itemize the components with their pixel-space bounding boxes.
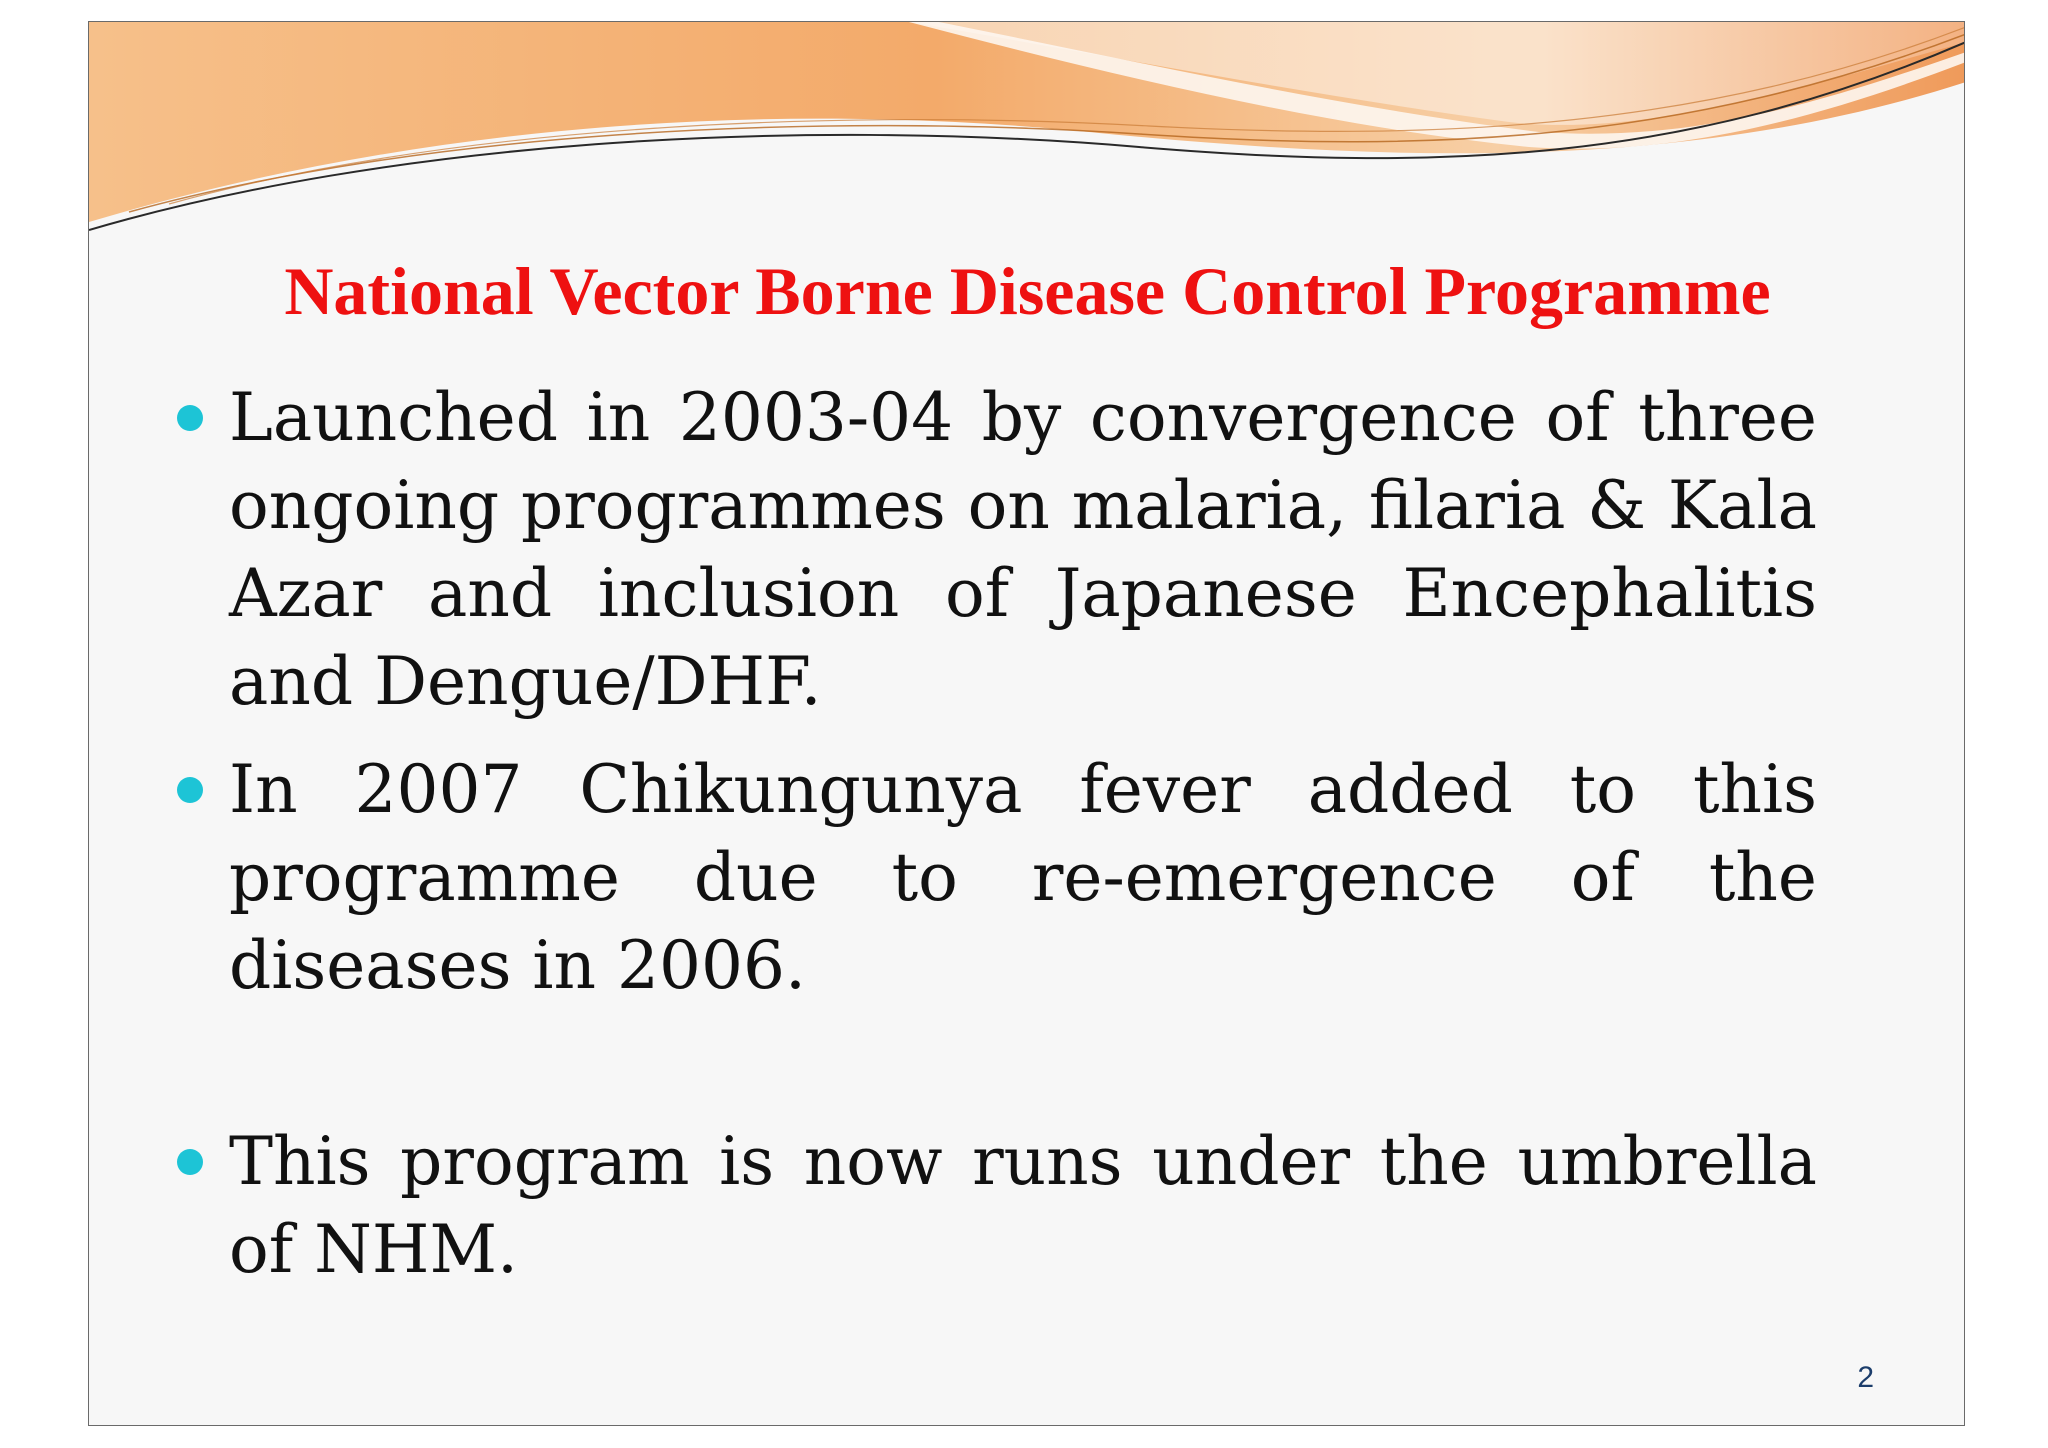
bullet-list: [229, 374, 1817, 1294]
bullet-text: In 2007 Chikungunya fever added to this programme due to re-emergence of the diseases in 2006.: [229, 751, 1817, 1004]
page-number: 2: [1857, 1361, 1874, 1394]
bullet-dot-icon: [177, 405, 203, 431]
bullet-text: This program is now runs under the umbrella of NHM.: [229, 1123, 1817, 1288]
slide-title: National Vector Borne Disease Control Programme: [284, 253, 1771, 329]
bullet-dot-icon: [177, 777, 203, 803]
bullet-dot-icon: [177, 1149, 203, 1175]
bullet-item: [229, 746, 1817, 1010]
decorative-wave-banner: [89, 22, 1965, 252]
bullet-item: [229, 374, 1817, 726]
slide: [88, 21, 1965, 1426]
bullet-item: [229, 1118, 1817, 1294]
bullet-text: Launched in 2003-04 by convergence of three ongoing programmes on malaria, filaria & Kala Azar and inclusion of Japanese Encephalitis and Dengue/DHF.: [229, 379, 1817, 720]
